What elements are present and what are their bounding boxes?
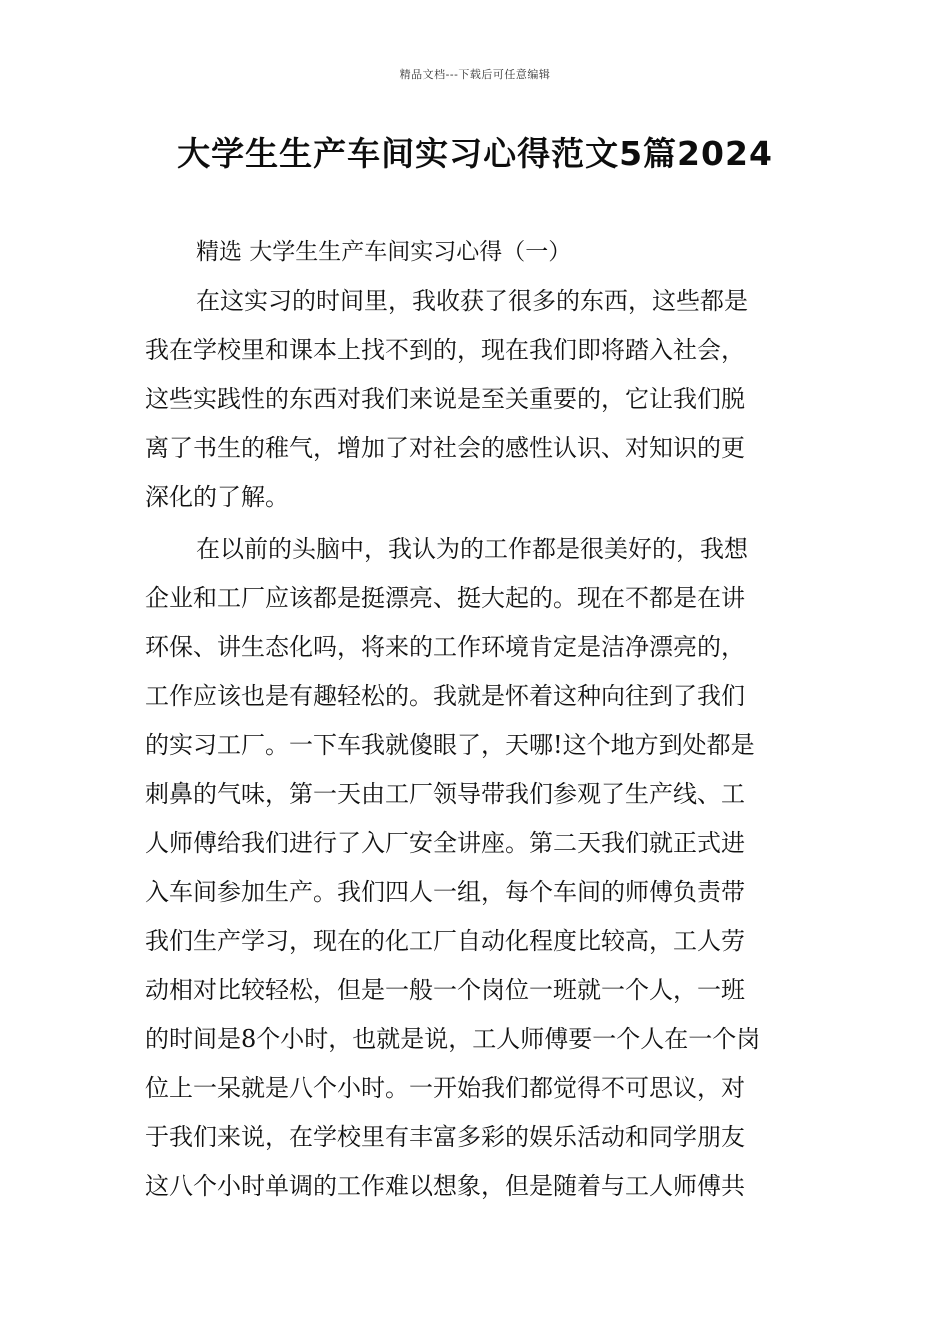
- paragraph-line: 我们生产学习，现在的化工厂自动化程度比较高，工人劳: [145, 927, 745, 955]
- paragraph-line: 位上一呆就是八个小时。一开始我们都觉得不可思议，对: [145, 1074, 745, 1102]
- document-title: 大学生生产车间实习心得范文5篇2024: [177, 134, 773, 173]
- paragraph-line: 我在学校里和课本上找不到的，现在我们即将踏入社会，: [145, 336, 745, 364]
- paragraph-1: [145, 277, 807, 522]
- paragraph-2: [145, 525, 807, 1211]
- paragraph-line: 深化的了解。: [145, 483, 289, 511]
- paragraph-line: 在以前的头脑中，我认为的工作都是很美好的，我想: [196, 535, 748, 563]
- paragraph-line: 动相对比较轻松，但是一般一个岗位一班就一个人，一班: [145, 976, 745, 1004]
- header-note: 精品文档---下载后可任意编辑: [399, 68, 551, 81]
- paragraph-line: 在这实习的时间里，我收获了很多的东西，这些都是: [196, 287, 748, 315]
- paragraph-line: 人师傅给我们进行了入厂安全讲座。第二天我们就正式进: [145, 829, 745, 857]
- paragraph-line: 入车间参加生产。我们四人一组，每个车间的师傅负责带: [145, 878, 745, 906]
- paragraph-line: 环保、讲生态化吗，将来的工作环境肯定是洁净漂亮的，: [145, 633, 745, 661]
- paragraph-line: 企业和工厂应该都是挺漂亮、挺大起的。现在不都是在讲: [145, 584, 745, 612]
- paragraph-line: 的时间是8个小时，也就是说，工人师傅要一个人在一个岗: [145, 1025, 761, 1053]
- paragraph-line: 离了书生的稚气，增加了对社会的感性认识、对知识的更: [145, 434, 745, 462]
- paragraph-line: 这八个小时单调的工作难以想象，但是随着与工人师傅共: [145, 1172, 745, 1200]
- paragraph-line: 的实习工厂。一下车我就傻眼了，天哪!这个地方到处都是: [145, 731, 755, 759]
- paragraph-line: 这些实践性的东西对我们来说是至关重要的，它让我们脱: [145, 385, 745, 413]
- paragraph-line: 于我们来说，在学校里有丰富多彩的娱乐活动和同学朋友: [145, 1123, 745, 1151]
- section-heading: 精选 大学生生产车间实习心得（一）: [196, 239, 572, 265]
- paragraph-line: 刺鼻的气味，第一天由工厂领导带我们参观了生产线、工: [145, 780, 745, 808]
- paragraph-line: 工作应该也是有趣轻松的。我就是怀着这种向往到了我们: [145, 682, 745, 710]
